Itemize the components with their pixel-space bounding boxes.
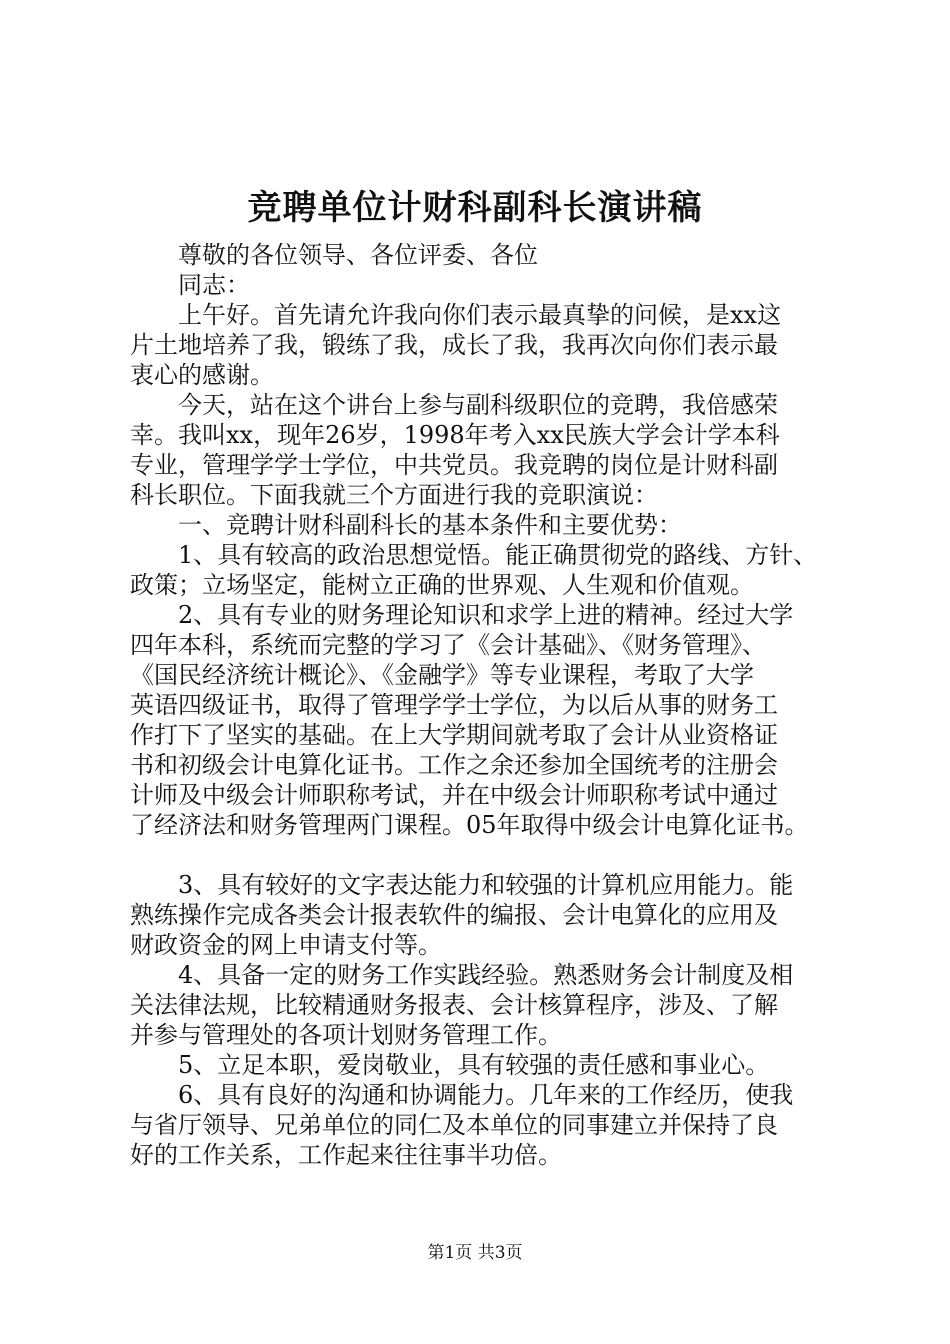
text-line: 作打下了坚实的基础。在上大学期间就考取了会计从业资格证 — [130, 721, 778, 749]
document-title: 竞聘单位计财科副科长演讲稿 — [247, 188, 703, 228]
text-line: 书和初级会计电算化证书。工作之余还参加全国统考的注册会 — [130, 751, 778, 779]
text-line: 尊敬的各位领导、各位评委、各位 — [130, 241, 538, 269]
text-line: 与省厅领导、兄弟单位的同仁及本单位的同事建立并保持了良 — [130, 1111, 778, 1139]
text-line: 幸。我叫xx，现年26岁，1998年考入xx民族大学会计学本科 — [130, 421, 780, 449]
text-line: 并参与管理处的各项计划财务管理工作。 — [130, 1021, 562, 1049]
text-line: 6、具有良好的沟通和协调能力。几年来的工作经历，使我 — [130, 1081, 794, 1109]
text-line: 3、具有较好的文字表达能力和较强的计算机应用能力。能 — [130, 871, 794, 899]
text-line: 科长职位。下面我就三个方面进行我的竞职演说： — [130, 481, 658, 509]
text-line: 好的工作关系，工作起来往往事半功倍。 — [130, 1141, 562, 1169]
text-line: 了经济法和财务管理两门课程。05年取得中级会计电算化证书。 — [130, 811, 809, 839]
text-line: 片土地培养了我，锻练了我，成长了我，我再次向你们表示最 — [130, 331, 778, 359]
text-line: 关法律法规，比较精通财务报表、会计核算程序，涉及、了解 — [130, 991, 778, 1019]
text-line: 2、具有专业的财务理论知识和求学上进的精神。经过大学 — [130, 601, 794, 629]
page-number: 第1页 共3页 — [427, 1243, 523, 1263]
text-line: 5、立足本职，爱岗敬业，具有较强的责任感和事业心。 — [130, 1051, 770, 1079]
text-line: 1、具有较高的政治思想觉悟。能正确贯彻党的路线、方针、 — [130, 541, 818, 569]
text-line: 政策；立场坚定，能树立正确的世界观、人生观和价值观。 — [130, 571, 754, 599]
text-line: 四年本科，系统而完整的学习了《会计基础》、《财务管理》、 — [130, 631, 766, 659]
text-line: 熟练操作完成各类会计报表软件的编报、会计电算化的应用及 — [130, 901, 778, 929]
text-line: 衷心的感谢。 — [130, 361, 274, 389]
text-line: 上午好。首先请允许我向你们表示最真挚的问候，是xx这 — [130, 301, 782, 329]
text-line: 英语四级证书，取得了管理学学士学位，为以后从事的财务工 — [130, 691, 778, 719]
text-line: 《国民经济统计概论》、《金融学》等专业课程，考取了大学 — [130, 661, 754, 689]
text-line: 4、具备一定的财务工作实践经验。熟悉财务会计制度及相 — [130, 961, 794, 989]
paragraph-gap — [130, 840, 830, 870]
text-line: 今天，站在这个讲台上参与副科级职位的竞聘，我倍感荣 — [130, 391, 778, 419]
text-line: 计师及中级会计师职称考试，并在中级会计师职称考试中通过 — [130, 781, 778, 809]
document-body — [130, 240, 830, 1170]
text-line: 一、竞聘计财科副科长的基本条件和主要优势： — [130, 511, 682, 539]
text-line: 财政资金的网上申请支付等。 — [130, 931, 442, 959]
text-line: 同志： — [130, 271, 250, 299]
text-line: 专业，管理学学士学位，中共党员。我竞聘的岗位是计财科副 — [130, 451, 778, 479]
